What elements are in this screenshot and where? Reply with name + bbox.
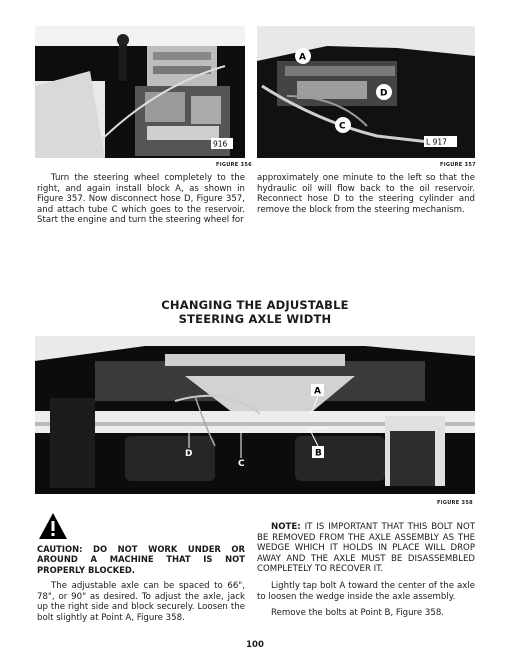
- figure-357-caption: FIGURE 357: [440, 162, 476, 168]
- caution-title: CAUTION: DO NOT WORK UNDER OR AROUND A MACHINE THAT IS NOT PROPERLY BLOCKED.: [37, 544, 245, 575]
- top-right-paragraph: [257, 173, 475, 215]
- note-label: NOTE:: [271, 522, 301, 532]
- figure-357-label-a: A: [299, 52, 306, 63]
- figure-357-label-c: C: [339, 121, 346, 132]
- figure-358-label-c: C: [238, 459, 245, 469]
- top-left-text: Turn the steering wheel completely to the right, and again install block A, as shown in Figure 357. Now disconnect hose D, Figure 357, and attach tube C which goes to the reservoir. Start the engine and turn the steering wheel for: [37, 173, 245, 226]
- warning-triangle-icon: [38, 512, 68, 540]
- page-number: 100: [246, 640, 264, 650]
- figure-358-label-a: A: [314, 386, 321, 397]
- bottom-left-column: [37, 544, 245, 624]
- figure-356-photo: [35, 26, 245, 158]
- figure-356-inset-label: 916: [213, 139, 228, 149]
- figure-358-caption: FIGURE 358: [437, 500, 473, 506]
- note-text: IT IS IMPORTANT THAT THIS BOLT NOT BE REMOVED FROM THE AXLE ASSEMBLY AS THE WEDGE WHICH IT HOLDS IN PLACE WILL DROP AWAY AND THE AXLE MUST BE DISASSEMBLED COMPLETELY TO RECOVER IT.: [257, 522, 475, 575]
- section-heading-line1: CHANGING THE ADJUSTABLE: [161, 298, 349, 312]
- figure-357-label-d: D: [380, 88, 388, 99]
- figure-358-photo: [35, 336, 475, 494]
- top-left-paragraph: [37, 173, 245, 226]
- top-right-text: approximately one minute to the left so that the hydraulic oil will flow back to the oil reservoir. Reconnect hose D to the steering cylinder and remove the block from the steering mechanism.: [257, 173, 475, 215]
- figure-356-caption: FIGURE 356: [216, 162, 252, 168]
- bottom-left-text: The adjustable axle can be spaced to 66", 78", or 90" as desired. To adjust the axle, jack up the right side and block securely. Loosen the bolt slightly at Point A, Figure 358.: [37, 581, 245, 623]
- figure-357-inset-label: L 917: [426, 137, 447, 147]
- para-remove-bolts: Remove the bolts at Point B, Figure 358.: [271, 608, 445, 619]
- figure-358-label-b: B: [315, 448, 322, 459]
- bottom-right-column: [257, 522, 475, 619]
- figure-357-photo: [257, 26, 475, 158]
- section-heading-line2: STEERING AXLE WIDTH: [178, 312, 332, 326]
- section-heading: [0, 298, 510, 326]
- figure-358-label-d: D: [185, 449, 193, 459]
- para-tap-bolt: Lightly tap bolt A toward the center of the axle to loosen the wedge inside the axle assembly.: [257, 580, 475, 602]
